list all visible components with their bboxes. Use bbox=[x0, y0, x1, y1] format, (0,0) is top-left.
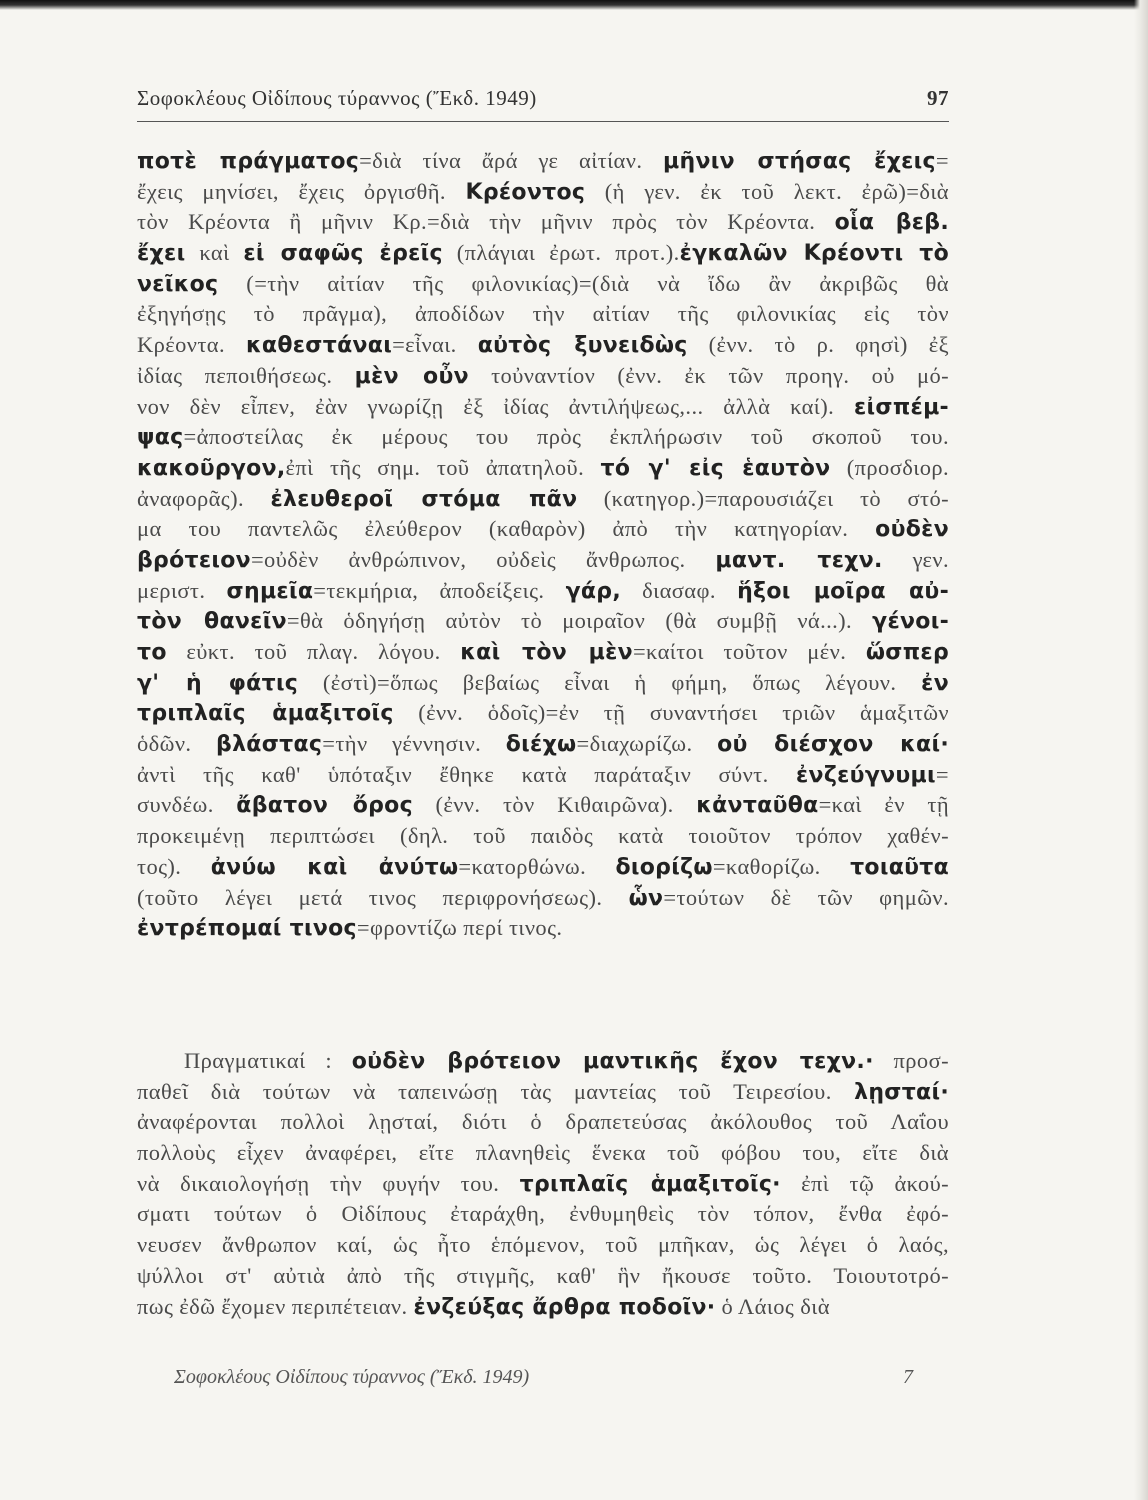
lemma-term: ἀνύω καὶ ἀνύτω bbox=[210, 854, 459, 880]
lemma-term: ψας bbox=[137, 425, 184, 451]
text-run: = bbox=[935, 148, 949, 173]
lemma-term: λῃσταί· bbox=[854, 1079, 949, 1105]
text-run: =εἶναι. bbox=[392, 332, 478, 358]
text-run: (ἐστὶ)=ὅπως βεβαίως εἶναι ἡ φήμη, ὅπως λέγουν. bbox=[298, 669, 922, 695]
text-run: =ἀποστείλας ἐκ μέρους του πρὸς ἐκπλήρωσιν τοῦ σκοποῦ του. bbox=[183, 424, 949, 450]
lemma-term: μὲν οὖν bbox=[354, 363, 469, 389]
text-run: (κατηγορ.)=παρουσιάζει τὸ στό- bbox=[577, 485, 949, 511]
header-rule bbox=[137, 121, 949, 122]
text-run: =καὶ ἐν τῇ bbox=[818, 792, 949, 818]
lemma-term: οἷα βεβ. bbox=[834, 210, 949, 236]
text-line bbox=[137, 422, 949, 453]
text-run: ἐπὶ τῷ ἀκού- bbox=[780, 1170, 950, 1196]
lemma-term: ἐνζεύγνυμι bbox=[795, 762, 936, 788]
text-run: μα του παντελῶς ἐλεύθερον (καθαρὸν) ἀπὸ τὴν κατηγορίαν. bbox=[137, 516, 876, 542]
text-run: προσ- bbox=[873, 1048, 949, 1073]
text-run: τὸν Κρέοντα ἢ μῆνιν Κρ.=διὰ τὴν μῆνιν πρὸς τὸν Κρέοντα. bbox=[137, 209, 835, 235]
text-run: νον δὲν εἶπεν, ἐὰν γνωρίζῃ ἐξ ἰδίας ἀντιλήψεως,... ἀλλὰ καί). bbox=[137, 393, 854, 419]
lemma-term: ὧν bbox=[628, 885, 664, 911]
text-run: ἀναφέρονται πολλοὶ λῃσταί, διότι ὁ δραπετεύσας ἀκόλουθος τοῦ Λαΐου bbox=[137, 1109, 949, 1135]
lemma-term: ἄβατον ὄρος bbox=[236, 793, 413, 819]
text-run: ἰδίας πεποιθήσεως. bbox=[137, 362, 355, 388]
lemma-term: καὶ τὸν μὲν bbox=[460, 640, 633, 665]
text-line bbox=[137, 1077, 949, 1108]
lemma-term: τριπλαῖς ἁμαξιτοῖς bbox=[137, 701, 394, 727]
text-line bbox=[137, 760, 949, 791]
text-run: ὁδῶν. bbox=[137, 731, 217, 757]
lemma-term: κακοῦργον, bbox=[137, 455, 286, 481]
text-line bbox=[137, 177, 949, 208]
text-run: νευσεν ἄνθρωπον καί, ὡς ἦτο ἑπόμενον, τοῦ μπῆκαν, ὡς λέγει ὁ λαός, bbox=[137, 1232, 949, 1258]
lemma-term: γένοι- bbox=[872, 609, 950, 635]
text-line bbox=[137, 576, 949, 607]
lemma-term: κἀνταῦθα bbox=[696, 793, 819, 819]
text-run: =κατορθώνω. bbox=[458, 853, 616, 879]
text-run: Πραγματικαί : bbox=[184, 1048, 352, 1073]
lemma-term: σημεῖα bbox=[226, 578, 314, 604]
text-run: ἀναφορᾶς). bbox=[137, 485, 271, 511]
text-run: =καίτοι τοῦτον μέν. bbox=[632, 639, 866, 664]
lemma-term: ἐνζεύξας ἄρθρα ποδοῖν· bbox=[413, 1294, 716, 1320]
lemma-term: ἐν bbox=[921, 670, 949, 696]
lemma-term: εἰσπέμ- bbox=[853, 394, 949, 420]
text-line bbox=[137, 453, 949, 484]
lemma-term: αὐτὸς ξυνειδὼς bbox=[477, 333, 688, 359]
text-run: συνδέω. bbox=[137, 792, 237, 818]
text-run: (τοῦτο λέγει μετά τινος περιφρονήσεως). bbox=[137, 884, 629, 910]
text-line bbox=[137, 330, 949, 361]
text-line bbox=[137, 698, 949, 729]
text-run: διασαφ. bbox=[620, 577, 738, 603]
text-run: (πλάγιαι ἐρωτ. προτ.). bbox=[442, 240, 680, 266]
text-run: ἐπὶ τῆς σημ. τοῦ ἀπατηλοῦ. bbox=[285, 454, 601, 480]
lemma-term: το bbox=[137, 640, 167, 665]
text-line bbox=[137, 514, 949, 545]
text-line bbox=[137, 852, 949, 883]
text-run: (=τὴν αἰτίαν τῆς φιλονικίας)=(διὰ νὰ ἴδω ἂν ἀκριβῶς θὰ bbox=[218, 270, 949, 296]
lemma-term: νεῖκος bbox=[137, 271, 219, 297]
text-run: =τεκμήρια, ἀποδείξεις. bbox=[313, 577, 566, 603]
lemma-term: μῆνιν στήσας ἔχεις bbox=[663, 149, 936, 174]
lemma-term: οὐδὲν bbox=[875, 517, 949, 543]
text-run: ὁ Λάιος διὰ bbox=[715, 1293, 830, 1319]
text-line bbox=[137, 637, 949, 668]
text-run: = bbox=[935, 761, 949, 787]
text-line bbox=[137, 269, 949, 300]
text-run: =τὴν γέννησιν. bbox=[322, 731, 506, 757]
text-line bbox=[137, 606, 949, 637]
text-line bbox=[137, 913, 949, 944]
text-line bbox=[137, 1046, 949, 1077]
text-run: τος). bbox=[137, 853, 211, 879]
text-run: (ἐνν. ὁδοῖς)=ἐν τῇ συναντήσει τριῶν ἁμαξιτῶν bbox=[393, 700, 949, 726]
lemma-term: ἥξοι μοῖρα αὐ- bbox=[737, 578, 950, 604]
lemma-term: διέχω bbox=[505, 732, 577, 758]
text-run: προκειμένῃ περιπτώσει (δηλ. τοῦ παιδὸς κατὰ τοιοῦτον τρόπον χαθέν- bbox=[137, 823, 949, 849]
lemma-term: τριπλαῖς ἁμαξιτοῖς· bbox=[519, 1171, 781, 1197]
text-line bbox=[137, 729, 949, 760]
text-run: πως ἐδῶ ἔχομεν περιπέτειαν. bbox=[137, 1293, 414, 1319]
text-line bbox=[137, 299, 949, 330]
lemma-term: ἐγκαλῶν Κρέοντι τὸ bbox=[679, 241, 949, 267]
lemma-term: ἔχει bbox=[137, 241, 186, 267]
text-line bbox=[137, 1199, 949, 1230]
page-number: 97 bbox=[927, 86, 949, 110]
lemma-term: ἐντρέπομαί τινος bbox=[137, 916, 357, 942]
text-run: παθεῖ διὰ τούτων νὰ ταπεινώσῃ τὰς μαντείας τοῦ Τειρεσίου. bbox=[137, 1078, 855, 1104]
text-line bbox=[137, 790, 949, 821]
text-line bbox=[137, 1261, 949, 1292]
text-line bbox=[137, 484, 949, 515]
text-line bbox=[137, 1169, 949, 1200]
text-run: ἔχεις μηνίσει, ἔχεις ὀργισθῆ. bbox=[137, 178, 466, 204]
text-run: =διὰ τίνα ἄρά γε αἰτίαν. bbox=[359, 148, 664, 173]
text-run: =καθορίζω. bbox=[712, 853, 851, 879]
text-line bbox=[137, 668, 949, 699]
scan-right-edge bbox=[1134, 0, 1148, 1500]
text-run: πολλοὺς εἶχεν ἀναφέρει, εἴτε πλανηθεὶς ἕνεκα τοῦ φόβου του, εἴτε διὰ bbox=[137, 1140, 949, 1166]
text-run: νὰ δικαιολογήσῃ τὴν φυγήν του. bbox=[137, 1170, 520, 1196]
footer-title: Σοφοκλέους Οἰδίπους τύραννος (Ἔκδ. 1949) bbox=[174, 1366, 530, 1388]
lemma-term: τό γ' εἰς ἑαυτὸν bbox=[600, 455, 831, 481]
text-run: ψύλλοι στ' αὐτιὰ ἀπὸ τῆς στιγμῆς, καθ' ἣν ἤκουσε τοῦτο. Τοιουτοτρό- bbox=[137, 1262, 949, 1288]
text-run: τοὐναντίον (ἐνν. ἐκ τῶν προηγ. οὐ μό- bbox=[468, 362, 949, 388]
commentary-section bbox=[137, 1046, 949, 1322]
text-run: ἐξηγήσῃς τὸ πρᾶγμα), ἀποδίδων τὴν αἰτίαν τῆς φιλονικίας εἰς τὸν bbox=[137, 301, 949, 327]
signature-mark: 7 bbox=[903, 1366, 913, 1388]
text-run: (ἐνν. τὸν Κιθαιρῶνα). bbox=[412, 792, 697, 818]
text-run: μεριστ. bbox=[137, 577, 227, 603]
text-run: =τούτων δὲ τῶν φημῶν. bbox=[663, 884, 949, 910]
text-run: Κρέοντα. bbox=[137, 332, 246, 358]
text-run: (ἡ γεν. ἐκ τοῦ λεκτ. ἐρῶ)=διὰ bbox=[585, 178, 949, 204]
text-line bbox=[137, 545, 949, 576]
lemma-term: οὐδὲν βρότειον μαντικῆς ἔχον τεχν.· bbox=[351, 1049, 874, 1074]
text-line bbox=[137, 1107, 949, 1138]
text-run: =θὰ ὁδηγήσῃ αὐτὸν τὸ μοιραῖον (θὰ συμβῇ νά...). bbox=[286, 608, 873, 634]
text-line bbox=[137, 146, 949, 177]
scan-top-edge bbox=[0, 0, 1148, 10]
text-line bbox=[137, 361, 949, 392]
text-run: =φροντίζω περί τινος. bbox=[356, 915, 563, 941]
running-head bbox=[137, 86, 949, 116]
lemma-term: διορίζω bbox=[615, 854, 713, 880]
text-run: ἀντὶ τῆς καθ' ὑπόταξιν ἔθηκε κατὰ παράταξιν σύντ. bbox=[137, 761, 796, 787]
text-line bbox=[137, 392, 949, 423]
text-run: (προσδιορ. bbox=[830, 454, 949, 480]
lemma-term: καθεστάναι bbox=[246, 333, 393, 359]
running-head-title: Σοφοκλέους Οἰδίπους τύραννος (Ἔκδ. 1949) bbox=[137, 86, 537, 110]
text-run: καὶ bbox=[185, 240, 244, 266]
lemma-term: τὸν θανεῖν bbox=[137, 609, 287, 635]
text-line bbox=[137, 1292, 949, 1323]
lemma-term: ποτὲ πράγματος bbox=[137, 149, 360, 174]
text-line bbox=[137, 238, 949, 269]
glossary-section bbox=[137, 146, 949, 944]
lemma-term: γάρ, bbox=[565, 578, 621, 604]
lemma-term: βλάστας bbox=[216, 732, 323, 758]
text-run: γεν. bbox=[882, 546, 949, 572]
lemma-term: ἐλευθεροῖ στόμα πᾶν bbox=[270, 486, 578, 512]
page-footer bbox=[0, 1366, 1148, 1396]
text-run: εὐκτ. τοῦ πλαγ. λόγου. bbox=[166, 639, 461, 664]
lemma-term: μαντ. τεχν. bbox=[715, 547, 883, 573]
lemma-term: τοιαῦτα bbox=[850, 854, 950, 880]
text-line bbox=[137, 1138, 949, 1169]
lemma-term: ὥσπερ bbox=[865, 640, 949, 665]
text-run: (ἐνν. τὸ ρ. φησὶ) ἐξ bbox=[687, 332, 949, 358]
text-run: σματι τούτων ὁ Οἰδίπους ἐταράχθη, ἐνθυμηθεὶς τὸν τόπον, ἔνθα ἐφό- bbox=[137, 1201, 949, 1227]
text-run: =διαχωρίζω. bbox=[576, 731, 718, 757]
lemma-term: Κρέοντος bbox=[465, 179, 586, 205]
lemma-term: γ' ἡ φάτις bbox=[137, 670, 299, 696]
lemma-term: οὐ διέσχον καί· bbox=[717, 732, 949, 758]
lemma-term: εἰ σαφῶς ἐρεῖς bbox=[243, 241, 443, 267]
text-line bbox=[137, 207, 949, 238]
lemma-term: βρότειον bbox=[137, 547, 251, 573]
text-line bbox=[137, 883, 949, 914]
text-line bbox=[137, 821, 949, 852]
text-line bbox=[137, 1230, 949, 1261]
text-run: =οὐδὲν ἀνθρώπινον, οὐδεὶς ἄνθρωπος. bbox=[250, 546, 716, 572]
